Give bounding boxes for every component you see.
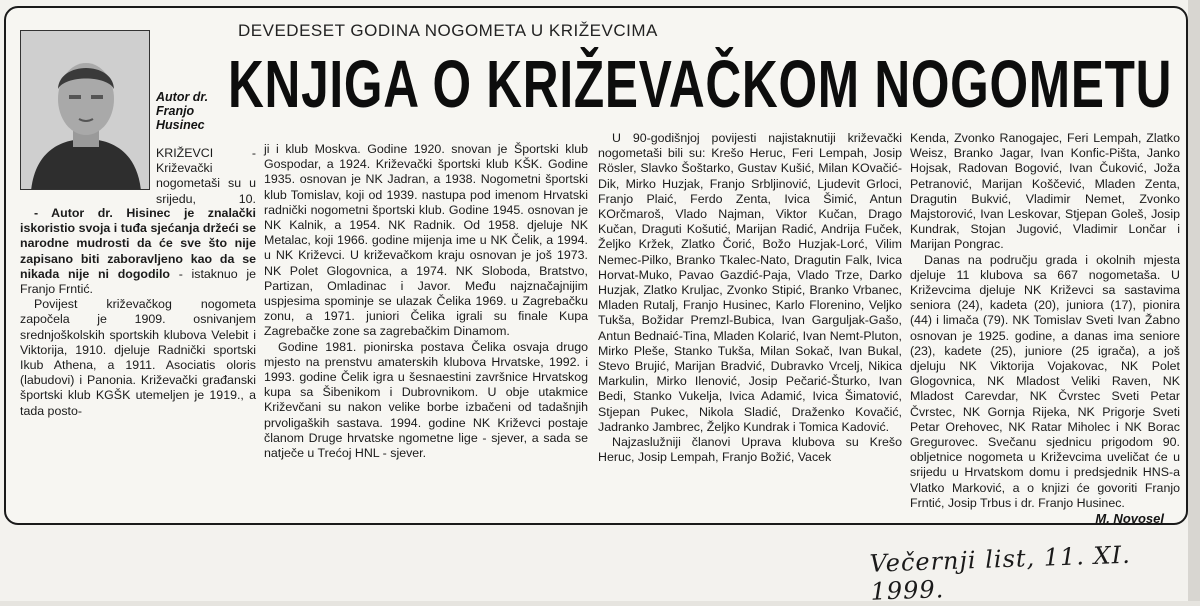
author-photo bbox=[20, 30, 150, 190]
article-frame bbox=[4, 6, 1188, 525]
column-1 bbox=[20, 206, 256, 419]
column-2 bbox=[264, 142, 588, 461]
players-paragraph: U 90-godišnjoj povijesti najistaknutiji križevački nogometaši bili su: Krešo Heruc, Feri Lempah, Josip Rösler, Slavko Šoštarko, Gustav Kušić, Milan KOvačić-Dik, Mirko Huzjak, Franjo Srbljinović, Ljudevit Grloci, Franjo Plaić, Ferdo Zenta, Ivica Šimić, Antun KOrčmaroš, Vlado Najman, Viktor Kučan, Drago Kučan, Draguti Košutić, Marijan Radić, Andrija Fuček, Željko Kržek, Zlatko Čorić, Božo Huzjak-Lorć, Vilim Nemec-Pilko, Branko Tkalec-Nato, Dragutin Falk, Ivica Horvat-Muko, Pavao Gazdić-Paja, Vlado Trze, Darko Huzjak, Zlatko Kruljac, Zvonko Stipić, Branko Vrbanec, Mladen Rutalj, Franjo Husinec, Karlo Florenino, Veljko Tukša, Božidar Premzl-Bubica, Ivan Garguljak-Gašo, Antun Bednaić-Tina, Mladen Kolarić, Ivan Nemt-Pluton, Mirko Pleše, Stanko Tukša, Milan Sokač, Ivan Bukal, Stevo Brujić, Marijan Bradvić, Dubravko Vrcelj, Nikica Markulin, Mirko Ilenović, Josip Pečarić-Šturko, Ivan Bedi, Stanko Vukelja, Ivica Adamić, Ivica Šimatović, Stjepan Pukec, Nikola Sladić, Draženko Kovačić, Jadranko Jambrec, Željko Kundrak i Tomica Kadović. bbox=[598, 131, 902, 434]
quote-bold-text: - Autor dr. Hisinec je znalački iskoristio svoja i tuđa sjećanja držeći se narodne mudrosti da će sve što nije zapisano biti zaboravljeno kao da se nikada nije ni dogodilo bbox=[20, 206, 256, 281]
history-paragraph: Povijest križevačkog nogometa započela je 1909. osnivanjem srednjoškolskih sportskih klubova Velebit i Viktorija, 1910. djeluje Radnički sportski Ikub Athena, a 1911. Asociatis oloris (labudovi) i Panonia. Križevački građanski športski klub KGŠK utemeljen je 1919., a tada posto- bbox=[20, 297, 256, 418]
author-portrait-icon bbox=[21, 31, 150, 190]
achievements-paragraph: Godine 1981. pionirska postava Čelika osvaja drugo mjesto na prenstvu amaterskih klubova Hrvatske, 1992. i 1993. godine Čelik igra u šesnaestini završnice Hrvatskog kupa sa Šibenikom i Dubrovnikom. U obje utakmice Križevčani su nakon velike borbe izbačeni od tadašnjih prvoligaških sastava. 1994. godine NK Križevci postaje članom Druge hrvatske ngometne lige - sjever, a sada se natječe u Trećoj HNL - sjever. bbox=[264, 339, 588, 461]
author-caption: Autor dr. Franjo Husinec bbox=[156, 90, 209, 132]
column-1-top bbox=[156, 146, 256, 206]
lead-paragraph-start: KRIŽEVCI - Križevački nogometaši su u srijedu, 10. bbox=[156, 146, 256, 206]
quote-attribution: - istaknuo je Franjo Frntić. bbox=[20, 266, 257, 297]
officials-paragraph: Najzaslužniji članovi Uprava klubova su Krešo Heruc, Josip Lempah, Franjo Božić, Vacek bbox=[598, 435, 902, 465]
column-4 bbox=[910, 131, 1180, 511]
clubs-paragraph: ji i klub Moskva. Godine 1920. snovan je Športski klub Gospodar, a 1924. Križevački športski klub KŠK. Godine 1935. osnovan je NK Jadran, a 1938. Nogometni športski klub Tomislav, koji od 1939. nastupa pod imenom Hrvatski radnički nogometni športski klub. Godine 1945. osnovan je NK Kalnik, a 1954. NK Radnik. Od 1958. djeluje NK Metalac, koji 1966. godine mijenja ime u NK Čelik, a 1994. u NK Križevci. U križevačkom kraju osnovan je još 1973. NK Polet Glogovnica, a 1974. NK Sloboda, Bratstvo, Partizan, Omladinac i Javor. Među najznačajnijim uspjesima spominje se ulazak Čelika 1969. u Zagrebačku zonu, a 1971. juniori Čelika igrali su finale Kupa Zagrebačke zone sa zagrebačkim Dinamom. bbox=[264, 142, 588, 339]
officials-continued-paragraph: Kenda, Zvonko Ranogajec, Feri Lempah, Zlatko Weisz, Branko Jagar, Ivan Konfic-Pišta, Janko Hojsak, Radovan Bogović, Ivan Čuković, Joža Petranović, Marijan Koščević, Mladen Zenta, Dragutin Bukvić, Vladimir Nemet, Zvonko Majstorović, Ivan Leskovar, Stjepan Goleš, Josip Kundrak, Stojan Jugović, Vladimir Lončar i Marijan Pongrac. bbox=[910, 131, 1180, 252]
kicker-title: DEVEDESET GODINA NOGOMETA U KRIŽEVCIMA bbox=[238, 21, 658, 40]
author-signature: M. Novosel bbox=[1095, 511, 1164, 526]
page-edge bbox=[1188, 0, 1200, 601]
column-3 bbox=[598, 131, 902, 465]
clubs-today-paragraph: Danas na području grada i okolnih mjesta djeluje 11 klubova sa 667 nogometaša. U Križevcima djeluje NK Križevci sa sastavima seniora (24), kadeta (20), juniora (17), pionira (44) i limača (79). NK Tomislav Sveti Ivan Žabno osnovan je 1925. godine, a danas ima seniore (23), kadete (25), juniore (25 igrača), a još djeluju NK Viktorija Vojakovac, NK Polet Glogovnica, NK Mladost Veliki Raven, NK Mladost Carevdar, NK Čvrstec Sveti Petar Čvrstec, NK Gornja Rijeka, NK Prigorje Sveti Petar Orehovec, NK Ratar Miholec i NK Borac Gregurovec. Svečanu sjednicu prigodom 90. obljetnice nogometa u Križevcima uveličat će u srijedu u Hrvatskom domu i predsjednik HNS-a Vlatko Marković, a o knjizi će govoriti Franjo Frntić, Josip Trbus i dr. Franjo Husinec. bbox=[910, 252, 1180, 510]
handwritten-source-note: Večernji list, 11. XI. 1999. bbox=[869, 540, 1132, 606]
quote-paragraph bbox=[20, 206, 256, 297]
headline: KNJIGA O KRIŽEVAČKOM NOGOMETU bbox=[228, 47, 1173, 122]
